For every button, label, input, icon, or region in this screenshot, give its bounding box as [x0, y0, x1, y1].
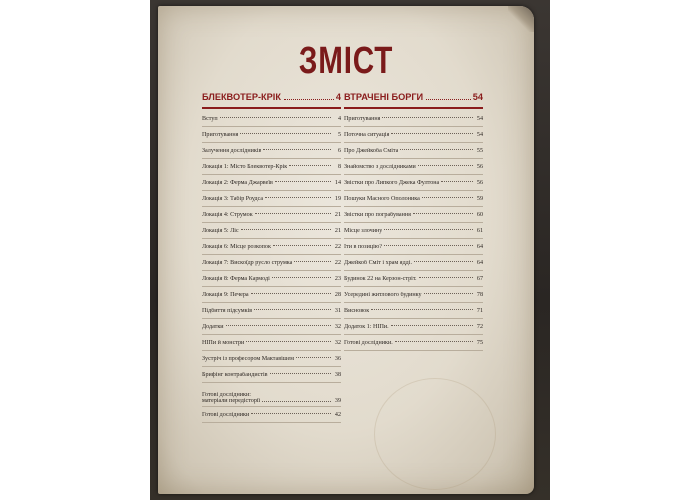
toc-entry [202, 351, 341, 367]
toc-entry-page: 22 [334, 259, 341, 266]
toc-page [158, 6, 534, 494]
toc-entry [344, 223, 483, 239]
toc-entry-title: Іти в позицію? [344, 243, 383, 250]
toc-entry-title-line: матеріали передісторії [202, 398, 261, 404]
toc-entry-title: Додатки [202, 323, 224, 330]
toc-entry [202, 407, 341, 423]
toc-entry-title: Локація 5: Ліс [202, 227, 239, 234]
toc-entry-title: Локація 6: Місце розкопок [202, 243, 271, 250]
toc-entry [344, 127, 483, 143]
toc-entry [344, 255, 483, 271]
toc-entry-title: Локація 7: Вискоїдр русло струмка [202, 259, 293, 266]
toc-entry [344, 175, 483, 191]
toc-column-right [344, 92, 483, 351]
dot-leader [254, 309, 331, 310]
toc-entry [202, 223, 341, 239]
toc-entry-page: 21 [334, 211, 341, 218]
dot-leader [241, 229, 331, 230]
toc-entry [202, 175, 341, 191]
toc-entry-title: Будинок 22 на Керзон-стріт. [344, 275, 417, 282]
toc-entry [202, 255, 341, 271]
dot-leader [296, 357, 331, 358]
toc-entry-title: Пошуки Масного Ополоника [344, 195, 420, 202]
dot-leader [384, 245, 473, 246]
toc-entry-title: Висновок [344, 307, 370, 314]
toc-entry-page: 64 [476, 243, 483, 250]
toc-entry-page: 4 [337, 115, 341, 122]
toc-entry-title: Звістки про пограбування [344, 211, 411, 218]
section-heading [202, 92, 341, 106]
toc-entry-title: Приготування [344, 115, 381, 122]
toc-entry-title: Локація 9: Печера [202, 291, 249, 298]
toc-entry-page: 71 [476, 307, 483, 314]
toc-list [202, 111, 341, 423]
section-heading [344, 92, 483, 106]
section-heading-page: 4 [335, 92, 341, 102]
dot-leader [418, 165, 473, 166]
toc-entry-title-line: Готові дослідники: [202, 392, 251, 398]
section-heading-text: ВТРАЧЕНІ БОРГИ [344, 92, 424, 102]
toc-entry-title: Приготування [202, 131, 239, 138]
toc-entry [344, 303, 483, 319]
toc-entry-title: Зустріч із професором Мактавішем [202, 355, 295, 362]
toc-entry-page: 54 [476, 131, 483, 138]
toc-entry [344, 111, 483, 127]
dot-leader [263, 149, 331, 150]
toc-entry-title: Місце злочину [344, 227, 383, 234]
toc-entry [344, 159, 483, 175]
toc-entry-page: 55 [476, 147, 483, 154]
toc-entry-title: НІПи й монстри [202, 339, 245, 346]
dot-leader [294, 261, 331, 262]
toc-entry-page: 32 [334, 323, 341, 330]
toc-column-left [202, 92, 341, 423]
dot-leader [275, 181, 331, 182]
toc-entry-page: 14 [334, 179, 341, 186]
dot-leader [251, 293, 331, 294]
dot-leader [400, 149, 473, 150]
toc-entry-title: Локація 4: Струмок [202, 211, 253, 218]
dot-leader [284, 99, 334, 100]
dot-leader [424, 293, 473, 294]
toc-entry-title: Готові дослідники. [344, 339, 393, 346]
dot-leader [391, 133, 473, 134]
toc-entry-page: 38 [334, 371, 341, 378]
dot-leader [391, 325, 473, 326]
toc-entry [344, 271, 483, 287]
toc-entry-page: 6 [337, 147, 341, 154]
toc-entry-page: 75 [476, 339, 483, 346]
toc-entry-title: Локація 2: Ферма Джарвеїв [202, 179, 273, 186]
toc-entry-page: 64 [476, 259, 483, 266]
dot-leader [240, 133, 331, 134]
toc-entry-title: Локація 3: Табір Роудса [202, 195, 264, 202]
toc-entry-page: 39 [334, 398, 341, 404]
dot-leader [414, 261, 473, 262]
toc-entry-page: 59 [476, 195, 483, 202]
toc-entry [344, 287, 483, 303]
toc-entry-page: 31 [334, 307, 341, 314]
toc-entry-page: 42 [334, 411, 341, 418]
toc-entry-page: 36 [334, 355, 341, 362]
dot-leader [384, 229, 473, 230]
dot-leader [270, 373, 331, 374]
toc-entry-title: Додаток 1: НІПи. [344, 323, 389, 330]
toc-entry [344, 319, 483, 335]
toc-entry-page: 19 [334, 195, 341, 202]
toc-entry [344, 207, 483, 223]
toc-entry-title: Локація 1: Місто Блеквотер-Крік [202, 163, 288, 170]
toc-entry-page: 5 [337, 131, 341, 138]
dot-leader [426, 99, 471, 100]
toc-entry-title: Поточна ситуація [344, 131, 390, 138]
dot-leader [395, 341, 473, 342]
section-heading-page: 54 [472, 92, 483, 102]
toc-entry-page: 23 [334, 275, 341, 282]
toc-entry-page: 21 [334, 227, 341, 234]
section-heading-text: БЛЕКВОТЕР-КРІК [202, 92, 281, 102]
toc-entry [202, 287, 341, 303]
dot-leader [371, 309, 473, 310]
dot-leader [226, 325, 331, 326]
toc-entry-page: 60 [476, 211, 483, 218]
toc-entry [202, 111, 341, 127]
decorative-watermark [374, 378, 496, 490]
dot-leader [272, 277, 331, 278]
toc-entry-page: 28 [334, 291, 341, 298]
dot-leader [246, 341, 331, 342]
toc-entry-page: 67 [476, 275, 483, 282]
toc-entry [202, 143, 341, 159]
dot-leader [262, 401, 331, 402]
toc-entry-page: 78 [476, 291, 483, 298]
section-rule [344, 107, 483, 109]
toc-entry-title: Усередині житлового будинку [344, 291, 422, 298]
toc-entry-title: Про Джейкоба Сміта [344, 147, 399, 154]
page-corner-curl [508, 6, 534, 32]
toc-entry-page: 56 [476, 163, 483, 170]
dot-leader [422, 197, 473, 198]
toc-entry [202, 335, 341, 351]
toc-entry-page: 72 [476, 323, 483, 330]
toc-entry [202, 159, 341, 175]
toc-entry [202, 127, 341, 143]
toc-entry-title: Знайомство з дослідниками [344, 163, 416, 170]
toc-entry-title: Підбиття підсумків [202, 307, 253, 314]
dot-leader [265, 197, 331, 198]
toc-entry [202, 319, 341, 335]
toc-entry [202, 207, 341, 223]
toc-entry [202, 367, 341, 383]
toc-entry [202, 239, 341, 255]
section-rule [202, 107, 341, 109]
dot-leader [251, 413, 331, 414]
toc-entry [344, 143, 483, 159]
dot-leader [413, 213, 473, 214]
dot-leader [441, 181, 473, 182]
toc-entry [344, 239, 483, 255]
toc-entry-page: 56 [476, 179, 483, 186]
dot-leader [289, 165, 331, 166]
toc-entry-title: Брифінг контрабандистів [202, 371, 268, 378]
page-title: ЗМІСТ [298, 40, 394, 82]
dot-leader [382, 117, 473, 118]
toc-entry [202, 303, 341, 319]
dot-leader [255, 213, 331, 214]
toc-entry-title: Звістки про Липкого Джека Фултона [344, 179, 440, 186]
toc-entry-page: 61 [476, 227, 483, 234]
toc-entry-title: Джейкоб Сміт і храм ядді. [344, 259, 412, 266]
dot-leader [419, 277, 473, 278]
toc-entry-title: Залучення дослідників [202, 147, 262, 154]
toc-entry [344, 191, 483, 207]
toc-entry-page: 22 [334, 243, 341, 250]
toc-entry-title: Готові дослідники [202, 411, 250, 418]
toc-entry [202, 191, 341, 207]
toc-entry-title [202, 392, 260, 404]
dot-leader [220, 117, 331, 118]
toc-entry-title: Локація 8: Ферма Кармоді [202, 275, 270, 282]
toc-entry [344, 335, 483, 351]
dot-leader [273, 245, 331, 246]
toc-entry-page: 54 [476, 115, 483, 122]
toc-list [344, 111, 483, 351]
toc-entry-title: Вступ [202, 115, 218, 122]
toc-entry [202, 271, 341, 287]
toc-entry [202, 383, 341, 407]
toc-entry-page: 8 [337, 163, 341, 170]
toc-entry-page: 32 [334, 339, 341, 346]
